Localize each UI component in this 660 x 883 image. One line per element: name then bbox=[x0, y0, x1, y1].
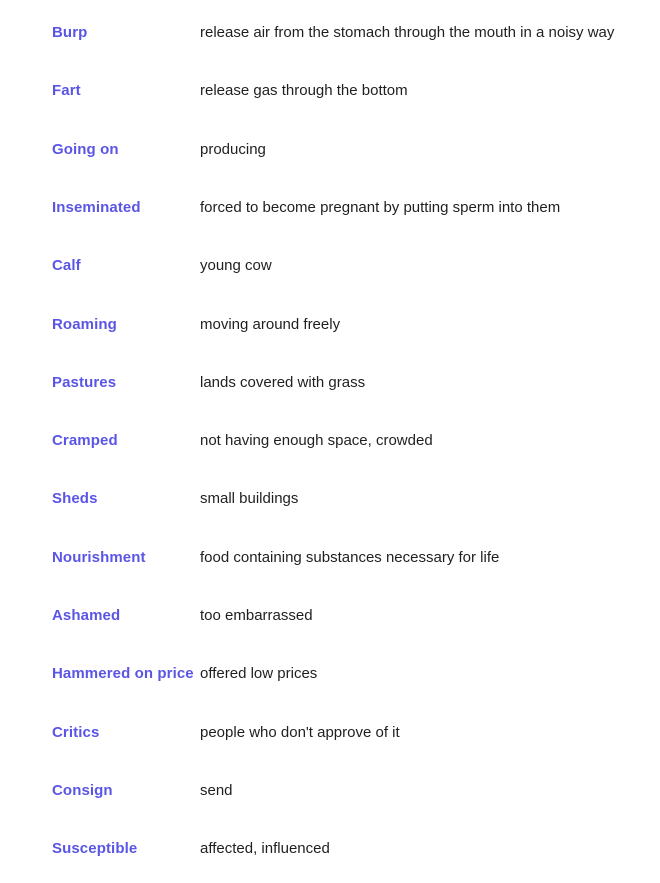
glossary-definition: producing bbox=[200, 140, 266, 158]
glossary-term: Ashamed bbox=[52, 606, 121, 624]
glossary-term: Going on bbox=[52, 140, 119, 158]
glossary-row bbox=[0, 720, 660, 744]
glossary-term: Nourishment bbox=[52, 548, 146, 566]
glossary-term: Critics bbox=[52, 723, 100, 741]
glossary-term: Susceptible bbox=[52, 839, 138, 857]
glossary-row bbox=[0, 661, 660, 685]
glossary-definition: small buildings bbox=[200, 489, 299, 507]
glossary-row bbox=[0, 253, 660, 277]
glossary-row bbox=[0, 836, 660, 860]
glossary-row bbox=[0, 137, 660, 161]
glossary-definition: not having enough space, crowded bbox=[200, 431, 433, 449]
glossary-term: Sheds bbox=[52, 489, 98, 507]
glossary-definition: people who don't approve of it bbox=[200, 723, 400, 741]
glossary-row bbox=[0, 545, 660, 569]
glossary-definition: too embarrassed bbox=[200, 606, 313, 624]
glossary-term: Inseminated bbox=[52, 198, 141, 216]
glossary-term: Consign bbox=[52, 781, 113, 799]
glossary-definition: affected, influenced bbox=[200, 839, 330, 857]
glossary-row bbox=[0, 428, 660, 452]
glossary-definition: send bbox=[200, 781, 233, 799]
glossary-row bbox=[0, 603, 660, 627]
glossary-term: Roaming bbox=[52, 315, 117, 333]
glossary-row bbox=[0, 20, 660, 44]
glossary-definition: offered low prices bbox=[200, 664, 318, 682]
glossary-row bbox=[0, 370, 660, 394]
glossary-definition: lands covered with grass bbox=[200, 373, 366, 391]
glossary-term: Cramped bbox=[52, 431, 118, 449]
glossary-term: Calf bbox=[52, 256, 81, 274]
glossary-row bbox=[0, 312, 660, 336]
glossary-definition: forced to become pregnant by putting sperm into them bbox=[200, 198, 561, 216]
glossary-definition: release gas through the bottom bbox=[200, 81, 408, 99]
glossary-row bbox=[0, 486, 660, 510]
glossary-row bbox=[0, 778, 660, 802]
glossary-term: Hammered on price bbox=[52, 664, 194, 682]
glossary-term: Pastures bbox=[52, 373, 117, 391]
glossary-row bbox=[0, 78, 660, 102]
glossary-definition: moving around freely bbox=[200, 315, 341, 333]
glossary-definition: release air from the stomach through the mouth in a noisy way bbox=[200, 23, 615, 41]
glossary-term: Burp bbox=[52, 23, 88, 41]
glossary-definition: young cow bbox=[200, 256, 272, 274]
glossary-term: Fart bbox=[52, 81, 81, 99]
glossary-row bbox=[0, 195, 660, 219]
glossary-definition: food containing substances necessary for life bbox=[200, 548, 500, 566]
